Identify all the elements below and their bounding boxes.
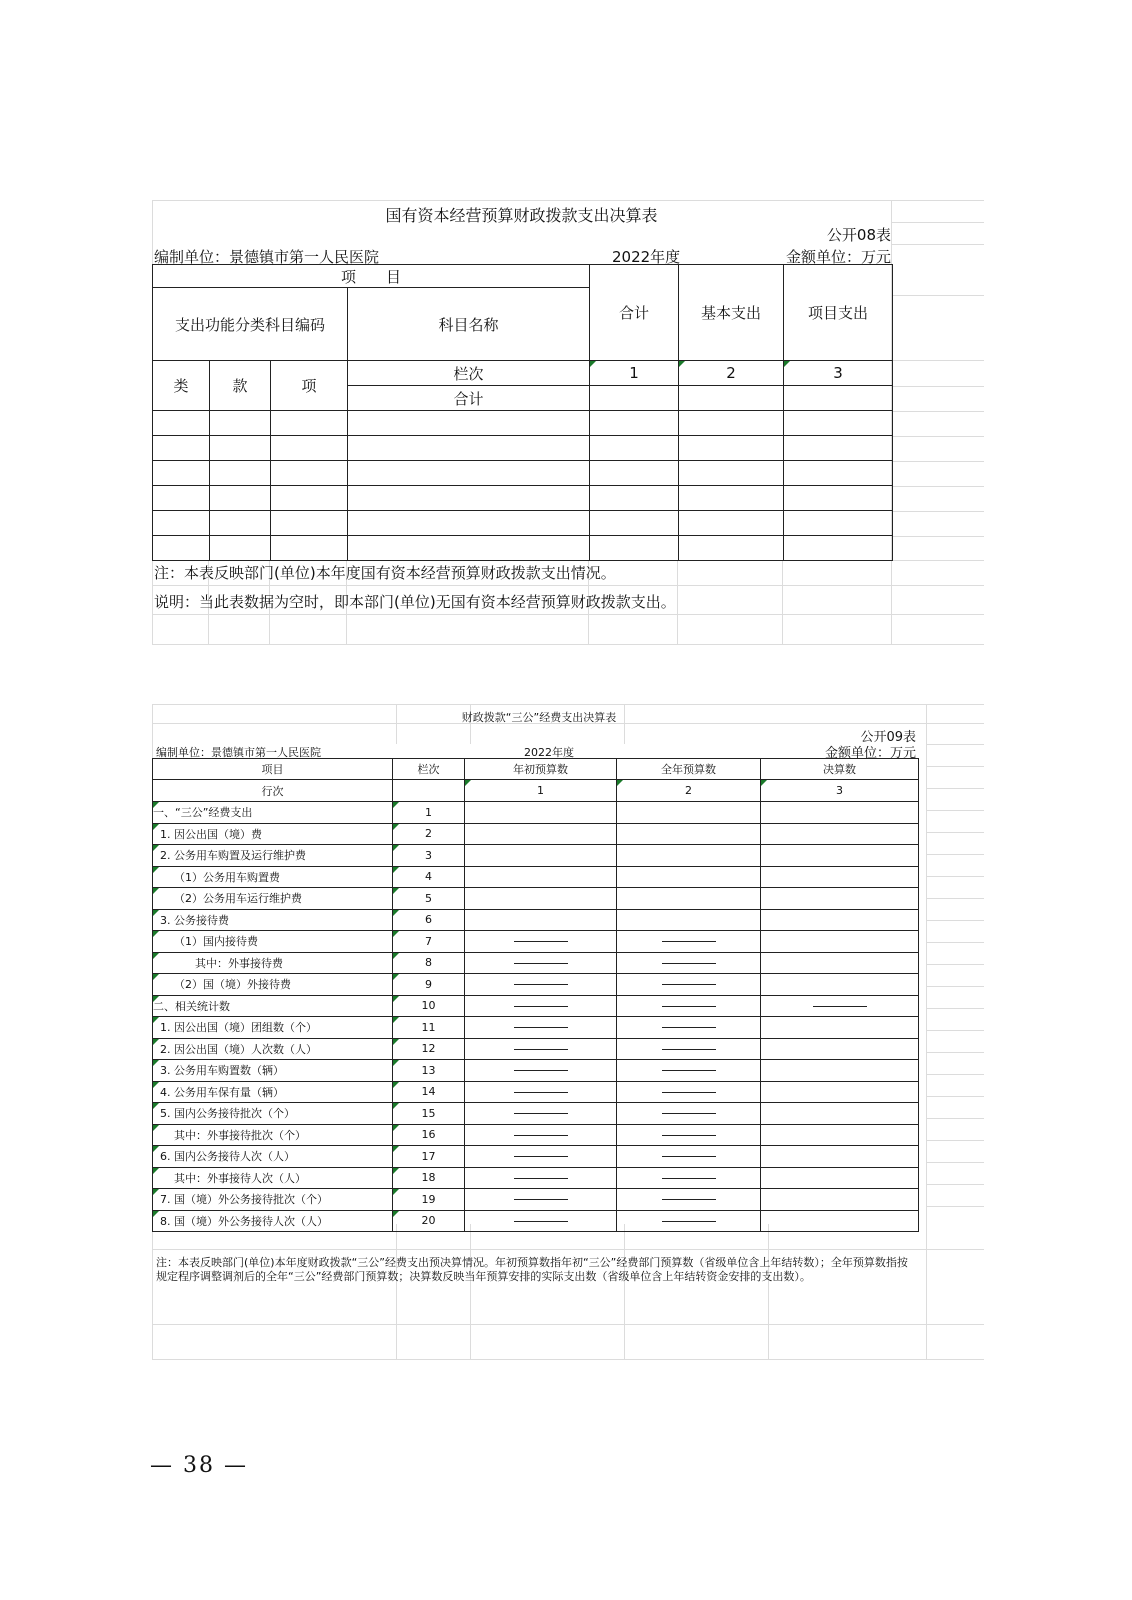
row-number: 1 xyxy=(393,802,465,824)
table-cell xyxy=(465,995,617,1017)
table-cell xyxy=(465,1189,617,1211)
not-applicable-dash xyxy=(662,1199,716,1200)
table-cell xyxy=(617,1103,761,1125)
amount-unit: 金额单位：万元 xyxy=(824,746,916,761)
not-applicable-dash xyxy=(514,1156,568,1157)
row-number: 17 xyxy=(393,1146,465,1168)
not-applicable-dash xyxy=(514,1070,568,1071)
table-cell xyxy=(761,888,919,910)
table-cell xyxy=(617,974,761,996)
header-project: 项 目 xyxy=(153,265,590,288)
year-label: 2022年度 xyxy=(524,746,574,759)
not-applicable-dash xyxy=(662,1006,716,1007)
table-row xyxy=(153,866,919,888)
not-applicable-dash xyxy=(514,1113,568,1114)
amount-unit: 金额单位：万元 xyxy=(785,248,891,266)
not-applicable-dash xyxy=(662,984,716,985)
table-row xyxy=(153,1146,919,1168)
table-cell xyxy=(617,1167,761,1189)
not-applicable-dash xyxy=(662,1178,716,1179)
table-row xyxy=(153,909,919,931)
table-cell xyxy=(617,952,761,974)
not-applicable-dash xyxy=(514,941,568,942)
table-row xyxy=(153,1167,919,1189)
table-row xyxy=(153,1189,919,1211)
row-label: 5. 国内公务接待批次（个） xyxy=(153,1103,393,1125)
not-applicable-dash xyxy=(662,1156,716,1157)
table-cell xyxy=(617,888,761,910)
table-cell xyxy=(617,909,761,931)
not-applicable-dash xyxy=(662,1049,716,1050)
table-row xyxy=(153,1017,919,1039)
table-cell xyxy=(761,1146,919,1168)
table-row xyxy=(153,1210,919,1232)
col-index-1: 1 xyxy=(590,361,679,386)
row-label: （2）国（境）外接待费 xyxy=(153,974,393,996)
header-full-budget: 全年预算数 xyxy=(617,759,761,780)
not-applicable-dash xyxy=(662,1092,716,1093)
table-cell xyxy=(617,1124,761,1146)
unit-label: 编制单位：景德镇市第一人民医院 xyxy=(154,248,380,266)
col-index-3: 3 xyxy=(784,361,893,386)
row-number: 11 xyxy=(393,1017,465,1039)
not-applicable-dash xyxy=(662,1113,716,1114)
row-number: 2 xyxy=(393,823,465,845)
not-applicable-dash xyxy=(514,1221,568,1222)
not-applicable-dash xyxy=(813,1006,867,1007)
header-item: 项目 xyxy=(153,759,393,780)
table-cell xyxy=(393,780,465,802)
table-cell xyxy=(465,1210,617,1232)
not-applicable-dash xyxy=(514,1178,568,1179)
table-cell xyxy=(761,1017,919,1039)
row-number: 9 xyxy=(393,974,465,996)
table-cell xyxy=(465,802,617,824)
row-label: （1）公务用车购置费 xyxy=(153,866,393,888)
table-code: 公开08表 xyxy=(826,226,891,244)
table-row xyxy=(153,931,919,953)
table-cell xyxy=(761,823,919,845)
table-row xyxy=(153,411,893,436)
table-cell xyxy=(761,909,919,931)
table-09 xyxy=(152,758,919,1232)
table-cell xyxy=(761,1081,919,1103)
table-cell xyxy=(617,823,761,845)
row-label: 2. 公务用车购置及运行维护费 xyxy=(153,845,393,867)
table-cell xyxy=(465,1167,617,1189)
row-label: 2. 因公出国（境）人次数（人） xyxy=(153,1038,393,1060)
table-cell xyxy=(465,952,617,974)
sum-row-label: 合计 xyxy=(348,386,590,411)
header-lei: 类 xyxy=(153,361,210,411)
table-cell xyxy=(761,1038,919,1060)
header-lanci: 栏次 xyxy=(393,759,465,780)
header-hangci: 行次 xyxy=(153,780,393,802)
row-number: 20 xyxy=(393,1210,465,1232)
table-cell xyxy=(465,974,617,996)
table-cell xyxy=(761,1060,919,1082)
year-label: 2022年度 xyxy=(612,248,681,266)
table-cell xyxy=(617,1038,761,1060)
header-project-expense: 项目支出 xyxy=(784,265,893,361)
col-index-1: 1 xyxy=(465,780,617,802)
table-cell xyxy=(617,995,761,1017)
row-label: 其中：外事接待费 xyxy=(153,952,393,974)
not-applicable-dash xyxy=(514,1027,568,1028)
table-cell xyxy=(679,386,784,411)
table-cell xyxy=(617,1189,761,1211)
table-row xyxy=(153,1081,919,1103)
table-row xyxy=(153,486,893,511)
table-cell xyxy=(465,909,617,931)
row-number: 5 xyxy=(393,888,465,910)
col-index-3: 3 xyxy=(761,780,919,802)
table-row xyxy=(153,461,893,486)
table-cell xyxy=(761,1210,919,1232)
table-title: 国有资本经营预算财政拨款支出决算表 xyxy=(385,206,658,225)
table-cell xyxy=(761,866,919,888)
table-cell xyxy=(465,823,617,845)
table-08 xyxy=(152,264,893,561)
row-label: 3. 公务接待费 xyxy=(153,909,393,931)
table-cell xyxy=(784,386,893,411)
col-index-2: 2 xyxy=(679,361,784,386)
row-number: 19 xyxy=(393,1189,465,1211)
table-row xyxy=(153,1124,919,1146)
not-applicable-dash xyxy=(514,1049,568,1050)
unit-label: 编制单位：景德镇市第一人民医院 xyxy=(156,746,321,759)
row-label: 其中：外事接待人次（人） xyxy=(153,1167,393,1189)
table-note: 注：本表反映部门(单位)本年度国有资本经营预算财政拨款支出情况。 xyxy=(154,564,616,582)
row-label: 4. 公务用车保有量（辆） xyxy=(153,1081,393,1103)
table-row xyxy=(153,1060,919,1082)
row-number: 4 xyxy=(393,866,465,888)
not-applicable-dash xyxy=(514,1199,568,1200)
table-cell xyxy=(617,1210,761,1232)
table-cell xyxy=(590,386,679,411)
not-applicable-dash xyxy=(662,1135,716,1136)
header-subject-name: 科目名称 xyxy=(348,288,590,361)
row-number: 15 xyxy=(393,1103,465,1125)
table-cell xyxy=(465,866,617,888)
table-cell xyxy=(465,888,617,910)
not-applicable-dash xyxy=(662,941,716,942)
table-cell xyxy=(465,845,617,867)
table-row xyxy=(153,802,919,824)
table-08-sheet xyxy=(152,200,984,645)
table-cell xyxy=(617,1017,761,1039)
row-label: 8. 国（境）外公务接待人次（人） xyxy=(153,1210,393,1232)
table-title: 财政拨款“三公”经费支出决算表 xyxy=(461,711,617,724)
not-applicable-dash xyxy=(662,1070,716,1071)
header-xiang: 项 xyxy=(271,361,348,411)
table-cell xyxy=(465,1146,617,1168)
table-row xyxy=(153,952,919,974)
row-label: 1. 因公出国（境）费 xyxy=(153,823,393,845)
table-cell xyxy=(761,931,919,953)
row-number: 12 xyxy=(393,1038,465,1060)
not-applicable-dash xyxy=(514,1135,568,1136)
row-number: 7 xyxy=(393,931,465,953)
table-row xyxy=(153,1103,919,1125)
row-label: 6. 国内公务接待人次（人） xyxy=(153,1146,393,1168)
row-label: 1. 因公出国（境）团组数（个） xyxy=(153,1017,393,1039)
table-09-sheet xyxy=(152,704,984,1360)
table-cell xyxy=(617,931,761,953)
row-number: 10 xyxy=(393,995,465,1017)
not-applicable-dash xyxy=(662,963,716,964)
table-row xyxy=(153,845,919,867)
table-cell xyxy=(617,1060,761,1082)
not-applicable-dash xyxy=(662,1027,716,1028)
header-func-code: 支出功能分类科目编码 xyxy=(153,288,348,361)
page-number: — 38 — xyxy=(150,1453,248,1478)
not-applicable-dash xyxy=(514,1092,568,1093)
table-cell xyxy=(617,1146,761,1168)
table-row xyxy=(153,974,919,996)
table-cell xyxy=(761,995,919,1017)
table-cell xyxy=(761,974,919,996)
table-row xyxy=(153,995,919,1017)
table-row xyxy=(153,436,893,461)
not-applicable-dash xyxy=(514,963,568,964)
row-label: 其中：外事接待批次（个） xyxy=(153,1124,393,1146)
table-cell xyxy=(465,1124,617,1146)
row-label: （1）国内接待费 xyxy=(153,931,393,953)
table-cell xyxy=(465,931,617,953)
not-applicable-dash xyxy=(514,984,568,985)
header-kuan: 款 xyxy=(210,361,271,411)
table-cell xyxy=(761,1103,919,1125)
row-number: 16 xyxy=(393,1124,465,1146)
not-applicable-dash xyxy=(514,1006,568,1007)
table-cell xyxy=(761,1189,919,1211)
table-explain: 说明：当此表数据为空时，即本部门(单位)无国有资本经营预算财政拨款支出。 xyxy=(154,593,676,611)
header-lanci: 栏次 xyxy=(348,361,590,386)
row-label: 7. 国（境）外公务接待批次（个） xyxy=(153,1189,393,1211)
row-number: 3 xyxy=(393,845,465,867)
table-cell xyxy=(617,845,761,867)
table-row xyxy=(153,1038,919,1060)
table-row xyxy=(153,536,893,561)
row-number: 13 xyxy=(393,1060,465,1082)
table-cell xyxy=(465,1038,617,1060)
table-cell xyxy=(761,952,919,974)
table-row xyxy=(153,823,919,845)
table-row xyxy=(153,888,919,910)
row-label: 3. 公务用车购置数（辆） xyxy=(153,1060,393,1082)
table-cell xyxy=(465,1017,617,1039)
table-cell xyxy=(761,802,919,824)
row-number: 18 xyxy=(393,1167,465,1189)
row-number: 8 xyxy=(393,952,465,974)
header-total: 合计 xyxy=(590,265,679,361)
table-cell xyxy=(761,1124,919,1146)
table-code: 公开09表 xyxy=(860,730,916,745)
not-applicable-dash xyxy=(662,1221,716,1222)
col-index-2: 2 xyxy=(617,780,761,802)
table-cell xyxy=(465,1103,617,1125)
row-label: 二、相关统计数 xyxy=(153,995,393,1017)
row-label: （2）公务用车运行维护费 xyxy=(153,888,393,910)
header-basic: 基本支出 xyxy=(679,265,784,361)
row-label: 一、“三公”经费支出 xyxy=(153,802,393,824)
row-number: 6 xyxy=(393,909,465,931)
table-cell xyxy=(465,1060,617,1082)
table-cell xyxy=(761,845,919,867)
table-row xyxy=(153,511,893,536)
table-cell xyxy=(617,866,761,888)
table-cell xyxy=(761,1167,919,1189)
row-number: 14 xyxy=(393,1081,465,1103)
table-cell xyxy=(465,1081,617,1103)
table-note: 注：本表反映部门(单位)本年度财政拨款“三公”经费支出预决算情况。年初预算数指年初“三公”经费部门预算数（省级单位含上年结转数）；全年预算数指按规定程序调整调剂后的全年“三公”经费部门预算数；决算数反映当年预算安排的实际支出数（省级单位含上年结转资金安排的支出数）。 xyxy=(156,1256,908,1283)
table-cell xyxy=(617,1081,761,1103)
header-final: 决算数 xyxy=(761,759,919,780)
table-cell xyxy=(617,802,761,824)
header-begin-budget: 年初预算数 xyxy=(465,759,617,780)
